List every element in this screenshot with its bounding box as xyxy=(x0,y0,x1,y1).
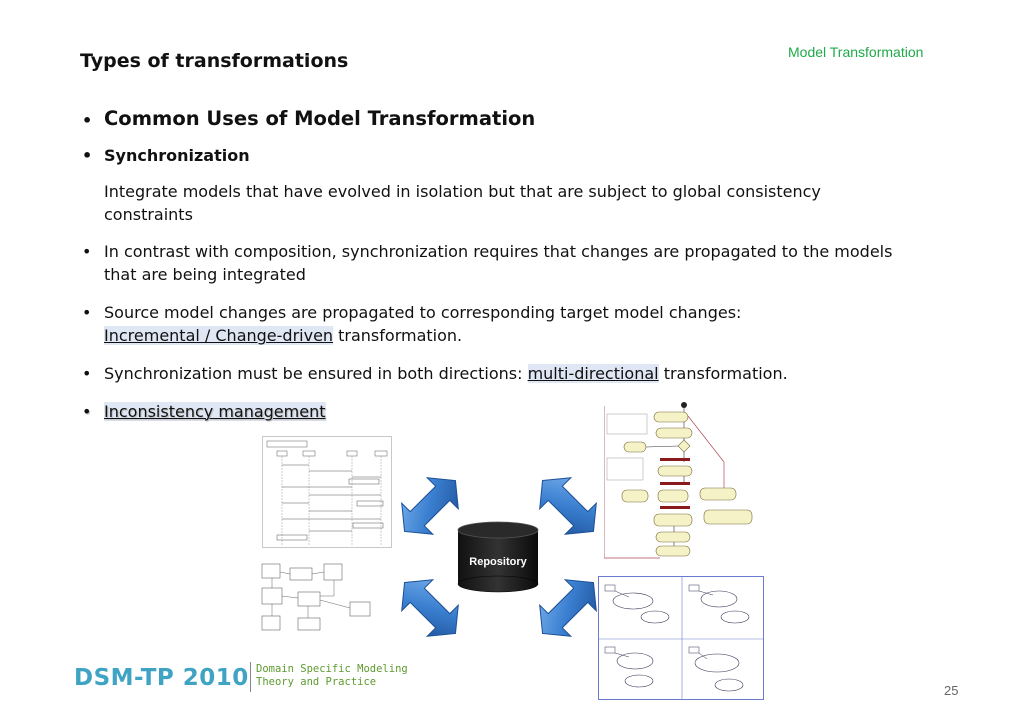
bullet-dot-icon: • xyxy=(82,146,93,165)
directions-suffix: transformation. xyxy=(658,364,788,383)
bullet-dot-icon: • xyxy=(82,111,93,130)
logo-main-text: DSM-TP 2010 xyxy=(74,665,249,691)
sync-description: Integrate models that have evolved in isolation but that are subject to global consistency constraints xyxy=(104,182,821,224)
contrast-text: In contrast with composition, synchronization requires that changes are propagated to the models that are being integrated xyxy=(104,242,893,284)
heading-text: Common Uses of Model Transformation xyxy=(104,107,536,130)
sync-arrow-top-right-icon xyxy=(527,465,609,547)
source-prefix: Source model changes are propagated to corresponding target model changes: xyxy=(104,303,742,322)
repository-label: Repository xyxy=(469,556,527,568)
page-number: 25 xyxy=(944,683,959,698)
source-suffix: transformation. xyxy=(333,326,463,345)
inconsistency-link[interactable]: Inconsistency management xyxy=(104,402,326,421)
logo-line-2: Theory and Practice xyxy=(256,676,377,688)
incremental-link[interactable]: Incremental / Change-driven xyxy=(104,326,334,345)
section-label: Model Transformation xyxy=(788,44,924,60)
bullet-heading xyxy=(80,106,900,132)
sync-title: Synchronization xyxy=(104,146,250,165)
repository-cylinder-icon xyxy=(458,522,538,592)
multi-directional-link[interactable]: multi-directional xyxy=(527,364,659,383)
bullet-dot-icon: • xyxy=(82,242,92,261)
bullet-dot-icon: • xyxy=(82,364,92,383)
directions-prefix: Synchronization must be ensured in both directions: xyxy=(104,364,528,383)
bullet-dot-icon: • xyxy=(82,303,92,322)
logo-line-1: Domain Specific Modeling xyxy=(256,663,408,675)
bullet-list xyxy=(80,106,900,438)
repository-diagram-svg xyxy=(258,402,778,702)
logo-divider xyxy=(250,662,251,692)
bullet-source-changes xyxy=(80,301,900,347)
bullet-directions xyxy=(80,362,900,385)
bullet-contrast xyxy=(80,240,900,286)
bullet-synchronization xyxy=(80,144,900,167)
logo-subtitle xyxy=(256,663,408,689)
bullet-dot-icon: • xyxy=(82,402,92,421)
sync-arrow-bottom-right-icon xyxy=(527,567,609,649)
slide-title: Types of transformations xyxy=(80,50,349,72)
repository-diagram xyxy=(258,402,778,702)
